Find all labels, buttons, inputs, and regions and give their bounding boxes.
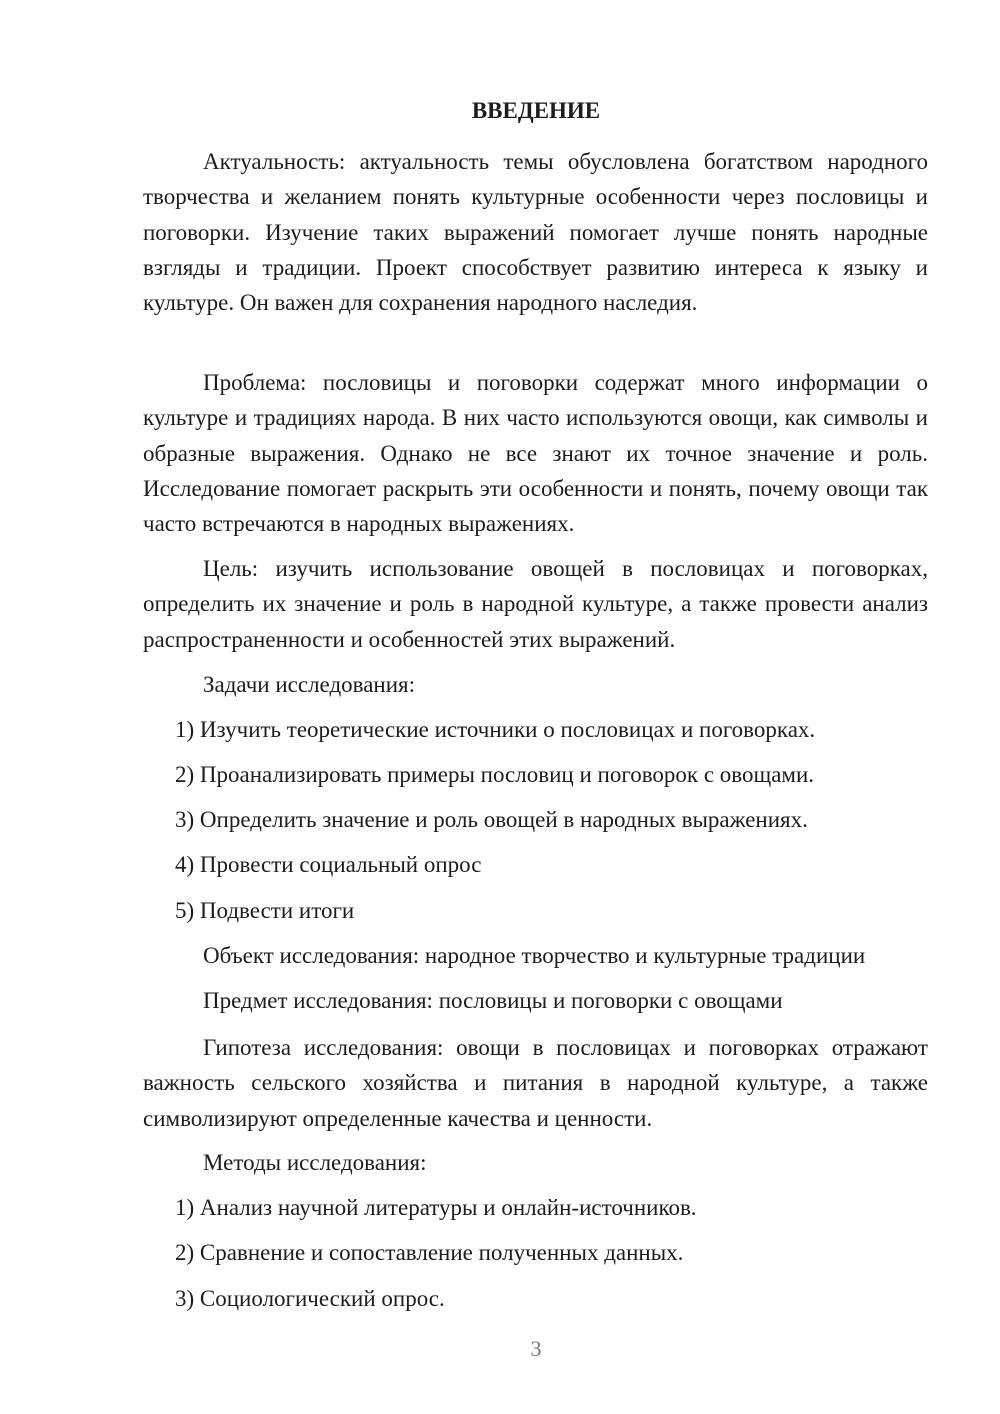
page-number: 3 bbox=[530, 1336, 542, 1361]
task-item: 4) Провести социальный опрос bbox=[175, 852, 482, 877]
goal-paragraph: Цель: изучить использование овощей в пословицах и поговорках, определить их значение и роль в народной культуре, а также провести анализ распространенности и особенностей этих выражений. bbox=[143, 556, 928, 652]
task-item: 2) Проанализировать примеры пословиц и поговорок с овощами. bbox=[175, 762, 815, 787]
method-item: 3) Социологический опрос. bbox=[175, 1286, 445, 1311]
task-item: 5) Подвести итоги bbox=[175, 898, 355, 923]
object-line: Объект исследования: народное творчество и культурные традиции bbox=[203, 943, 866, 968]
task-item: 3) Определить значение и роль овощей в народных выражениях. bbox=[175, 807, 808, 832]
subject-line: Предмет исследования: пословицы и поговорки с овощами bbox=[203, 988, 783, 1013]
tasks-heading: Задачи исследования: bbox=[203, 672, 416, 697]
method-item: 1) Анализ научной литературы и онлайн-источников. bbox=[175, 1195, 697, 1220]
relevance-paragraph: Актуальность: актуальность темы обусловлена богатством народного творчества и желанием понять культурные особенности через пословицы и поговорки. Изучение таких выражений помогает лучше понять народные взгляды и традиции. Проект способствует развитию интереса к языку и культуре. Он важен для сохранения народного наследия. bbox=[143, 149, 928, 316]
page-title: ВВЕДЕНИЕ bbox=[471, 98, 601, 123]
methods-heading: Методы исследования: bbox=[203, 1150, 427, 1175]
method-item: 2) Сравнение и сопоставление полученных данных. bbox=[175, 1240, 684, 1265]
problem-paragraph: Проблема: пословицы и поговорки содержат много информации о культуре и традициях народа. В них часто используются овощи, как символы и образные выражения. Однако не все знают их точное значение и роль. Исследование помогает раскрыть эти особенности и понять, почему овощи так часто встречаются в народных выражениях. bbox=[143, 370, 928, 537]
hypothesis-paragraph: Гипотеза исследования: овощи в пословицах и поговорках отражают важность сельского хозяйства и питания в народной культуре, а также символизируют определенные качества и ценности. bbox=[143, 1035, 928, 1131]
task-item: 1) Изучить теоретические источники о пословицах и поговорках. bbox=[175, 717, 816, 742]
